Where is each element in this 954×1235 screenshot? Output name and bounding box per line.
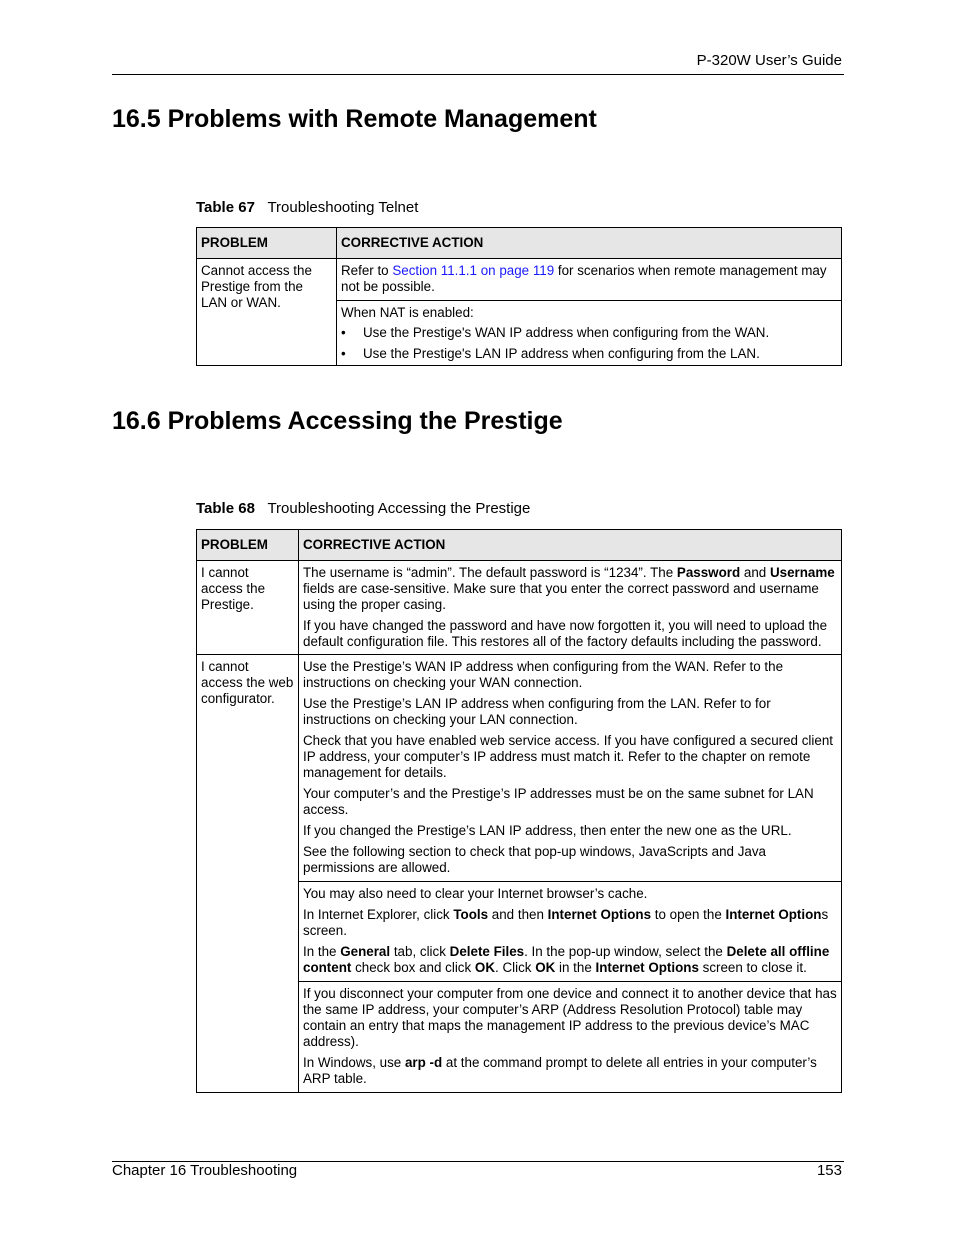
action-paragraph: Use the Prestige’s WAN IP address when configuring from the WAN. Refer to the instructions on checking your WAN connection. xyxy=(303,659,784,690)
bullet-list xyxy=(341,325,837,362)
column-header-corrective-action: CORRECTIVE ACTION xyxy=(299,530,842,561)
table-title: Troubleshooting Accessing the Prestige xyxy=(267,500,531,517)
action-paragraph: Your computer’s and the Prestige’s IP addresses must be on the same subnet for LAN access. xyxy=(303,786,814,817)
problem-text: Cannot access the Prestige from the LAN or WAN. xyxy=(201,263,312,310)
list-item xyxy=(341,346,837,362)
bullet-icon: • xyxy=(341,325,346,340)
action-cell xyxy=(337,301,842,366)
column-header-corrective-action: CORRECTIVE ACTION xyxy=(337,228,842,259)
table-67-caption xyxy=(196,199,418,216)
table-label: Table 68 xyxy=(196,500,255,517)
action-cell xyxy=(299,882,842,982)
action-text: Refer to xyxy=(341,263,393,278)
action-paragraph: In the General tab, click Delete Files. In the pop-up window, select the Delete all offline content check box and click OK. Click OK in the Internet Options screen to close it. xyxy=(303,944,830,975)
problem-cell xyxy=(197,259,337,366)
list-item-text: Use the Prestige's WAN IP address when configuring from the WAN. xyxy=(363,325,770,340)
action-paragraph: In Windows, use arp -d at the command prompt to delete all entries in your computer’s ARP table. xyxy=(303,1055,817,1086)
table-title: Troubleshooting Telnet xyxy=(267,199,419,216)
table-troubleshooting-accessing xyxy=(196,529,842,1093)
action-text: for scenarios when remote management may not be possible. xyxy=(341,263,827,294)
problem-cell xyxy=(197,561,299,655)
table-68-caption xyxy=(196,500,530,517)
column-header-problem: PROBLEM xyxy=(197,228,337,259)
action-paragraph: The username is “admin”. The default password is “1234”. The Password and Username fields are case-sensitive. Make sure that you enter the correct password and username using the proper casing. xyxy=(303,565,835,612)
table-label: Table 67 xyxy=(196,199,255,216)
page-number: 153 xyxy=(816,1162,842,1179)
action-paragraph: If you changed the Prestige’s LAN IP address, then enter the new one as the URL. xyxy=(303,823,792,838)
problem-cell xyxy=(197,655,299,1093)
action-cell xyxy=(299,655,842,882)
action-paragraph: Use the Prestige’s LAN IP address when configuring from the LAN. Refer to for instructions on checking your LAN connection. xyxy=(303,696,771,727)
action-cell xyxy=(337,259,842,301)
action-intro: When NAT is enabled: xyxy=(341,305,474,320)
section-heading-remote-management: 16.5 Problems with Remote Management xyxy=(112,105,597,133)
header-rule xyxy=(112,74,844,75)
action-paragraph: If you disconnect your computer from one device and connect it to another device that has the same IP address, your computer’s ARP (Address Resolution Protocol) table may contain an entry that maps the management IP address to the previous device’s MAC address). xyxy=(303,986,837,1049)
action-paragraph: In Internet Explorer, click Tools and then Internet Options to open the Internet Options screen. xyxy=(303,907,829,938)
column-header-problem: PROBLEM xyxy=(197,530,299,561)
action-paragraph: If you have changed the password and have now forgotten it, you will need to upload the default configuration file. This restores all of the factory defaults including the password. xyxy=(303,618,828,649)
action-cell xyxy=(299,982,842,1093)
action-paragraph: Check that you have enabled web service access. If you have configured a secured client IP address, your computer’s IP address must match it. Refer to the chapter on remote management for details. xyxy=(303,733,833,780)
guide-title: P-320W User’s Guide xyxy=(696,52,842,69)
list-item xyxy=(341,325,837,341)
section-link[interactable]: Section 11.1.1 on page 119 xyxy=(392,263,555,278)
section-heading-accessing-prestige: 16.6 Problems Accessing the Prestige xyxy=(112,407,563,435)
table-troubleshooting-telnet xyxy=(196,227,842,366)
bullet-icon: • xyxy=(341,346,346,361)
footer-chapter: Chapter 16 Troubleshooting xyxy=(112,1162,298,1179)
problem-text: I cannot access the Prestige. xyxy=(201,565,266,612)
action-paragraph: See the following section to check that pop-up windows, JavaScripts and Java permissions are allowed. xyxy=(303,844,766,875)
problem-text: I cannot access the web configurator. xyxy=(201,659,294,706)
action-cell xyxy=(299,561,842,655)
list-item-text: Use the Prestige's LAN IP address when configuring from the LAN. xyxy=(363,346,760,361)
action-paragraph: You may also need to clear your Internet browser’s cache. xyxy=(303,886,648,901)
